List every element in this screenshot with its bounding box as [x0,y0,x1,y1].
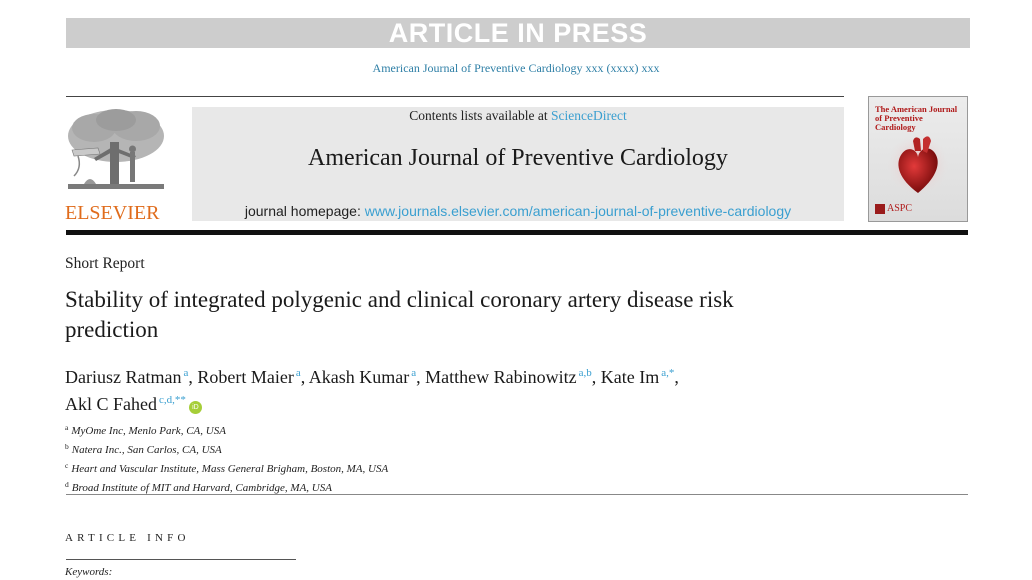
contents-line [192,108,844,124]
aspc-text: ASPC [887,203,913,214]
author-separator: , [416,367,426,387]
author-name: Akl C Fahed [65,394,157,414]
affiliation-list [65,420,388,496]
affiliation-item [65,439,388,458]
affiliation-key: a [65,423,69,432]
affiliation-text: Natera Inc., San Carlos, CA, USA [71,444,222,456]
affiliation-text: MyOme Inc, Menlo Park, CA, USA [71,425,226,437]
article-info-heading: ARTICLE INFO [65,532,190,544]
affiliation-marker[interactable]: a [295,367,301,379]
sciencedirect-link[interactable]: ScienceDirect [551,108,627,123]
author-name: Kate Im [600,367,660,387]
article-in-press-banner [66,18,970,48]
journal-title: American Journal of Preventive Cardiology [308,145,728,171]
journal-homepage-line [192,203,844,219]
elsevier-logo[interactable] [64,106,170,222]
aspc-logo [875,203,912,214]
section-divider [66,494,968,495]
contents-prefix: Contents lists available at [409,108,551,123]
header-top-rule [66,96,844,97]
author-separator: , [300,367,309,387]
author[interactable] [65,367,188,387]
elsevier-wordmark: ELSEVIER [65,202,160,224]
heart-icon [887,131,949,197]
affiliation-item [65,420,388,439]
citation-link[interactable]: American Journal of Preventive Cardiology xxx (xxxx) xxx [372,61,660,75]
author-list [65,362,825,416]
affiliation-marker[interactable]: a,b [578,367,592,379]
affiliation-marker[interactable]: a [411,367,417,379]
affiliation-text: Broad Institute of MIT and Harvard, Cambridge, MA, USA [71,482,332,494]
keywords-label: Keywords: [65,566,113,578]
author[interactable] [425,367,592,387]
article-title: Stability of integrated polygenic and clinical coronary artery disease risk prediction [65,287,734,342]
header-bottom-rule [66,230,968,235]
cover-title: The American Journal of Preventive Cardiology [875,104,958,132]
article-type: Short Report [65,255,145,272]
affiliation-key: c [65,461,69,470]
author[interactable] [65,394,186,414]
homepage-prefix: journal homepage: [244,203,365,219]
author[interactable] [601,367,675,387]
affiliation-marker[interactable]: a [183,367,189,379]
author-name: Robert Maier [197,367,294,387]
author-name: Dariusz Ratman [65,367,182,387]
orcid-icon[interactable]: iD [189,401,202,414]
journal-cover-image[interactable] [868,96,968,222]
author-separator: , [674,367,679,387]
author-name: Matthew Rabinowitz [425,367,577,387]
banner-text: ARTICLE IN PRESS [388,17,648,48]
journal-citation [0,61,1032,76]
affiliation-item [65,458,388,477]
elsevier-tree-icon [64,106,168,194]
author[interactable] [309,367,416,387]
affiliation-marker[interactable]: a,* [661,367,675,379]
author-separator: , [591,367,601,387]
affiliation-key: d [65,480,69,489]
author-name: Akash Kumar [308,367,410,387]
author-separator: , [188,367,198,387]
affiliation-marker[interactable]: c,d,** [159,394,186,406]
affiliation-text: Heart and Vascular Institute, Mass General Brigham, Boston, MA, USA [71,463,389,475]
affiliation-key: b [65,442,69,451]
journal-homepage-link[interactable]: www.journals.elsevier.com/american-journal-of-preventive-cardiology [364,203,792,219]
article-info-rule [66,559,296,560]
journal-header-box [192,107,844,221]
author[interactable] [197,367,300,387]
aspc-square-icon [875,204,885,214]
